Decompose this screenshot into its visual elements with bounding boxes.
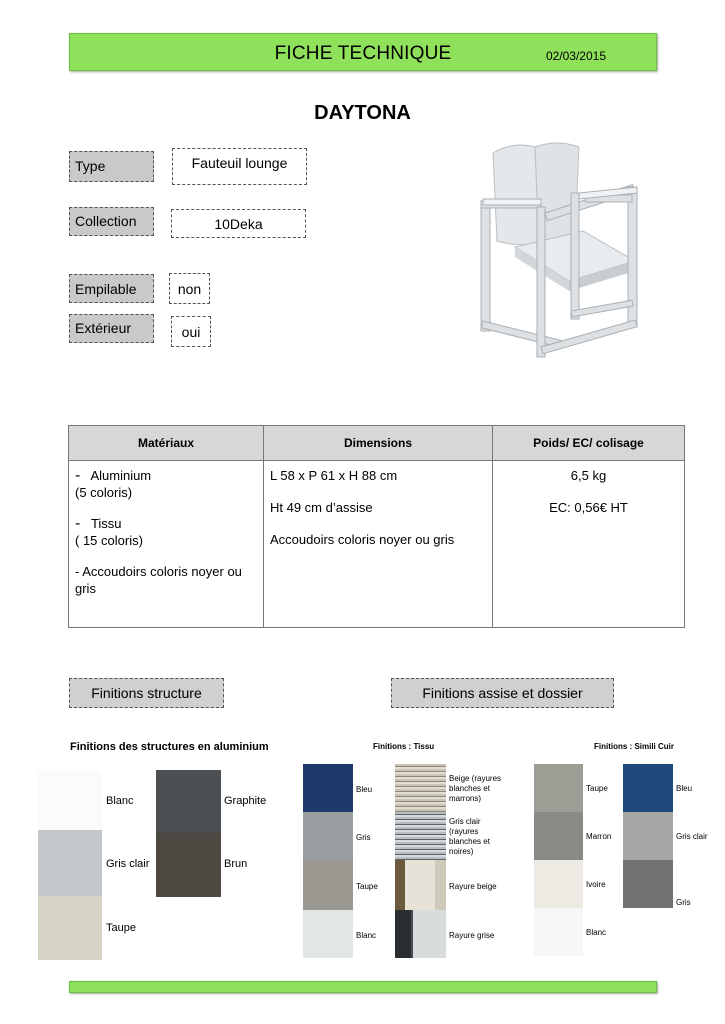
swatch-tissu-blanc [303, 910, 353, 958]
materials-cell [69, 461, 264, 628]
dimensions-cell [264, 461, 493, 628]
header-bar [69, 33, 657, 71]
label-tissu-rayure-beige: Rayure beige [449, 882, 497, 891]
weight-value: 6,5 kg [570, 468, 607, 483]
dimension-size: L 58 x P 61 x H 88 cm [270, 468, 398, 483]
header-date: 02/03/2015 [545, 49, 606, 63]
material-tissu: Tissu [90, 516, 122, 531]
type-value: Fauteuil lounge [172, 148, 307, 185]
section-seat: Finitions assise et dossier [391, 678, 614, 708]
swatch-tissu-gris-clair-rayures [395, 812, 446, 860]
footer-bar [69, 981, 657, 993]
swatch-tissu-taupe [303, 860, 353, 910]
swatch-taupe [38, 896, 102, 960]
collection-value: 10Deka [171, 209, 306, 238]
label-simili-marron: Marron [586, 832, 612, 841]
tissu-finishes-title: Finitions : Tissu [373, 742, 435, 751]
header-dimensions: Dimensions [264, 426, 493, 461]
swatch-blanc [38, 770, 102, 830]
simili-finishes-title: Finitions : Simili Cuir [594, 742, 674, 751]
material-aluminium: Aluminium [90, 468, 152, 483]
label-simili-taupe: Taupe [586, 784, 608, 793]
swatch-tissu-bleu [303, 764, 353, 812]
label-simili-gris-clair: Gris clair [676, 832, 708, 841]
material-accoudoirs: - Accoudoirs coloris noyer ou gris [75, 564, 242, 596]
label-simili-blanc: Blanc [586, 928, 607, 937]
swatch-tissu-gris [303, 812, 353, 860]
label-simili-gris: Gris [676, 898, 691, 907]
swatch-simili-taupe [534, 764, 583, 812]
label-tissu-gris-clair-rayures: Gris clair (rayures blanches et noires) [449, 817, 490, 856]
section-structure: Finitions structure [69, 678, 224, 708]
dimension-seat-height: Ht 49 cm d’assise [270, 500, 373, 515]
swatch-graphite [156, 770, 221, 833]
stackable-value: non [169, 273, 210, 304]
armchair-illustration [475, 135, 665, 370]
swatch-tissu-beige-rayures [395, 764, 446, 812]
label-tissu-bleu: Bleu [356, 785, 373, 794]
label-blanc: Blanc [106, 795, 134, 807]
label-gris-clair: Gris clair [106, 858, 150, 870]
spec-table [68, 425, 685, 628]
swatch-tissu-rayure-grise [395, 910, 446, 958]
dimension-armrests: Accoudoirs coloris noyer ou gris [270, 532, 455, 547]
label-taupe: Taupe [106, 922, 136, 934]
dash: - [75, 467, 81, 484]
header-materials: Matériaux [69, 426, 264, 461]
material-aluminium-note: (5 coloris) [75, 485, 133, 500]
label-simili-bleu: Bleu [676, 784, 693, 793]
swatch-simili-marron [534, 812, 583, 860]
label-tissu-gris: Gris [356, 833, 371, 842]
outdoor-value: oui [171, 316, 211, 347]
swatch-simili-blanc [534, 908, 583, 956]
ec-value: EC: 0,56€ HT [549, 500, 628, 515]
label-tissu-rayure-grise: Rayure grise [449, 931, 495, 940]
swatch-tissu-rayure-beige [395, 860, 446, 910]
label-brun: Brun [224, 858, 248, 870]
stackable-label: Empilable [69, 274, 154, 303]
swatch-simili-gris-clair [623, 812, 673, 860]
type-label: Type [69, 151, 154, 182]
header-weight: Poids/ EC/ colisage [493, 426, 685, 461]
label-tissu-blanc: Blanc [356, 931, 377, 940]
label-simili-ivoire: Ivoire [586, 880, 606, 889]
outdoor-label: Extérieur [69, 314, 154, 343]
swatch-simili-ivoire [534, 860, 583, 908]
swatch-simili-gris [623, 860, 673, 908]
collection-label: Collection [69, 207, 154, 236]
swatch-simili-bleu [623, 764, 673, 812]
swatch-brun [156, 833, 221, 897]
label-tissu-taupe: Taupe [356, 882, 378, 891]
weight-cell [493, 461, 685, 628]
material-tissu-note: ( 15 coloris) [75, 533, 143, 548]
product-title: DAYTONA [314, 102, 411, 124]
swatch-gris-clair [38, 830, 102, 896]
label-tissu-beige-rayures: Beige (rayures blanches et marrons) [449, 774, 502, 803]
header-title: FICHE TECHNIQUE [274, 43, 452, 64]
dash: - [75, 515, 81, 532]
label-graphite: Graphite [224, 795, 267, 807]
aluminium-finishes-title: Finitions des structures en aluminium [70, 741, 269, 753]
